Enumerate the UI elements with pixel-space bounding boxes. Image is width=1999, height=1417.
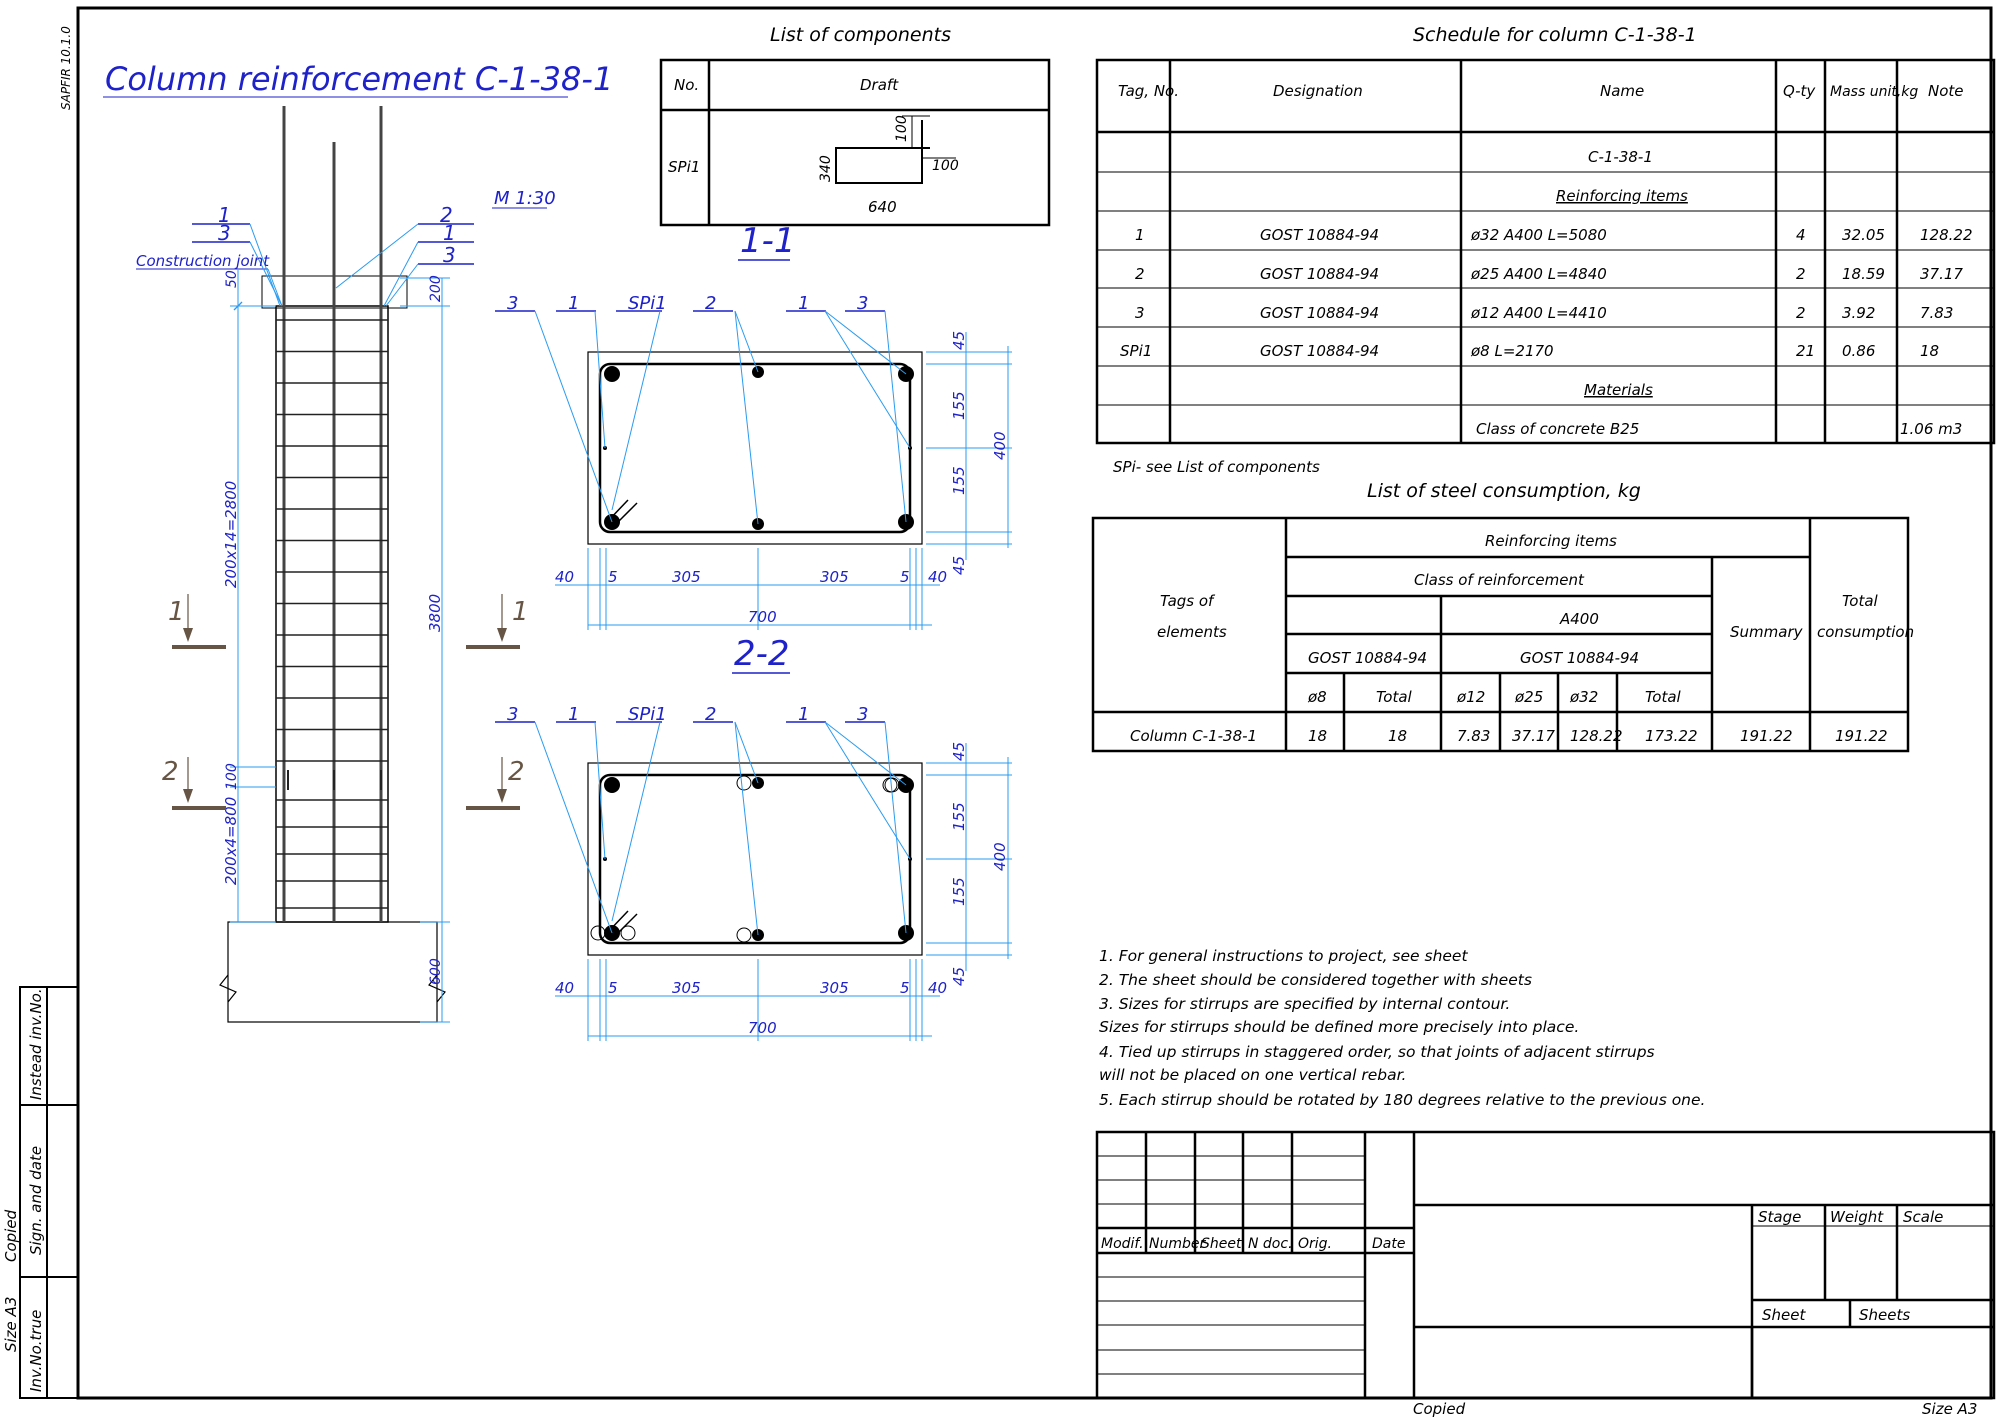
dim-2800: 200x14=2800	[222, 480, 240, 588]
sched-concrete-note: 1.06 m3	[1900, 420, 1963, 438]
tb-sheet: Sheet	[1201, 1236, 1242, 1252]
schedule-cell: 128.22	[1920, 226, 1973, 244]
rebar-dot	[604, 777, 620, 793]
note-line: 4. Tied up stirrups in staggered order, so that joints of adjacent stirrups	[1099, 1043, 1655, 1061]
sched-h-designation: Designation	[1273, 82, 1363, 100]
sheet-frame	[20, 8, 1991, 1398]
steel-h-reinf: Reinforcing items	[1485, 532, 1617, 550]
dim-right: 45	[950, 966, 968, 986]
tb-modif: Modif.	[1101, 1236, 1144, 1252]
schedule-cell: GOST 10884-94	[1260, 342, 1380, 360]
stirrup-outline	[600, 775, 910, 943]
schedule-cell: GOST 10884-94	[1260, 226, 1380, 244]
tag-leader	[612, 311, 660, 510]
draft-dim-100b: 100	[932, 158, 959, 174]
dim-overall: 700	[748, 608, 777, 626]
schedule-cell: 32.05	[1842, 226, 1885, 244]
tb-number: Number	[1149, 1236, 1206, 1252]
steel-h-total: Total	[1842, 592, 1878, 610]
tb-sheets-label: Sheets	[1859, 1306, 1911, 1324]
software-label: SAPFIR 10.1.0	[59, 26, 73, 110]
dim-50: 50	[224, 270, 240, 288]
steel-subheader: Total	[1376, 688, 1412, 706]
steel-value: 18	[1308, 727, 1328, 745]
stirrup-outline	[600, 364, 910, 532]
steel-value: 191.22	[1740, 727, 1793, 745]
components-header-draft: Draft	[860, 76, 899, 94]
sched-footnote: SPi- see List of components	[1113, 458, 1320, 476]
steel-h-summary: Summary	[1730, 623, 1803, 641]
dim-right: 155	[950, 877, 968, 906]
steel-value: 7.83	[1457, 727, 1491, 745]
section-tag: 3	[507, 293, 519, 314]
sched-h-tag: Tag, No.	[1118, 82, 1180, 100]
section-outline	[588, 352, 922, 544]
dim-bottom: 40	[555, 568, 575, 586]
foundation-outline	[228, 922, 437, 1022]
note-line: will not be placed on one vertical rebar.	[1099, 1066, 1407, 1084]
dim-bottom: 5	[608, 568, 618, 586]
sched-section-reinf: Reinforcing items	[1556, 187, 1688, 205]
sched-concrete: Class of concrete B25	[1476, 420, 1640, 438]
schedule-rows	[1120, 226, 1973, 360]
note-line: 2. The sheet should be considered together with sheets	[1099, 971, 1532, 989]
note-line: 1. For general instructions to project, see sheet	[1099, 947, 1468, 965]
draft-dim-340: 340	[818, 155, 834, 182]
schedule-cell: GOST 10884-94	[1260, 265, 1380, 283]
dim-100: 100	[224, 763, 240, 790]
dim-200: 200	[428, 275, 444, 302]
schedule-cell: ø32 A400 L=5080	[1471, 226, 1607, 244]
schedule-cell: 0.86	[1842, 342, 1876, 360]
section-1	[495, 293, 1012, 630]
dim-height: 400	[991, 431, 1009, 460]
steel-value: 191.22	[1835, 727, 1888, 745]
side-sign-label: Sign. and date	[27, 1145, 45, 1255]
side-copied-label: Copied	[2, 1209, 20, 1262]
steel-h-tags: Tags of	[1160, 592, 1214, 610]
section-tag: 3	[507, 704, 519, 725]
steel-h-a400: A400	[1560, 610, 1599, 628]
rebar-ghost	[621, 926, 635, 940]
steel-cells	[1130, 688, 1888, 745]
components-header-no: No.	[674, 76, 700, 94]
tb-sheet-label: Sheet	[1762, 1306, 1806, 1324]
tag-leader	[735, 311, 758, 524]
steel-subheader: ø12	[1457, 688, 1486, 706]
dim-bottom: 40	[928, 568, 948, 586]
dim-bottom: 305	[820, 568, 849, 586]
elev-tag-1b: 1	[443, 221, 456, 245]
schedule-cell: 21	[1796, 342, 1816, 360]
bottom-size-label: Size A3	[1922, 1400, 1978, 1417]
tag-leader	[885, 722, 906, 933]
dim-right: 45	[950, 330, 968, 350]
dim-bottom: 5	[900, 979, 910, 997]
steel-h-gost1: GOST 10884-94	[1308, 649, 1428, 667]
section-tag: 1	[798, 293, 810, 314]
section-2	[495, 704, 1012, 1041]
scale-label: M 1:30	[494, 188, 556, 209]
schedule-cell: ø8 L=2170	[1471, 342, 1554, 360]
note-line: Sizes for stirrups should be defined more precisely into place.	[1099, 1018, 1580, 1036]
note-line: 5. Each stirrup should be rotated by 180 degrees relative to the previous one.	[1099, 1091, 1706, 1109]
schedule-cell: 18	[1920, 342, 1940, 360]
cut-mark-1-right: 1	[512, 597, 529, 627]
steel-value: Column C-1-38-1	[1130, 727, 1258, 745]
steel-value: 128.22	[1570, 727, 1623, 745]
dim-bottom: 40	[555, 979, 575, 997]
cut-mark-1-left: 1	[168, 597, 185, 627]
dim-600: 600	[428, 958, 444, 985]
tag-leader	[825, 311, 910, 448]
tag-leader	[825, 722, 910, 859]
rebar-ghost	[737, 928, 751, 942]
rebar-ghost	[591, 926, 605, 940]
dim-overall: 700	[748, 1019, 777, 1037]
section-tag: 1	[798, 704, 810, 725]
tb-date: Date	[1372, 1236, 1406, 1252]
schedule-cell: 2	[1135, 265, 1145, 283]
section-tag: SPi1	[628, 704, 667, 725]
elev-tag-1: 1	[218, 203, 231, 227]
dim-right: 155	[950, 802, 968, 831]
draft-dim-640: 640	[868, 198, 897, 216]
elev-tag-3: 3	[218, 221, 231, 245]
schedule-cell: ø12 A400 L=4410	[1471, 304, 1607, 322]
dim-bottom: 40	[928, 979, 948, 997]
steel-h-class: Class of reinforcement	[1414, 571, 1584, 589]
tag-leader	[735, 722, 758, 935]
schedule-cell: 2	[1796, 304, 1806, 322]
schedule-cell: SPi1	[1120, 342, 1153, 360]
steel-value: 37.17	[1512, 727, 1555, 745]
sched-item-name: C-1-38-1	[1588, 148, 1653, 166]
section-tag: 3	[857, 704, 869, 725]
elev-tag-3b: 3	[443, 243, 456, 267]
steel-h-tags2: elements	[1157, 623, 1227, 641]
dim-bottom: 305	[672, 979, 701, 997]
general-notes	[1099, 947, 1705, 1109]
dim-right: 45	[950, 555, 968, 575]
steel-subheader: Total	[1645, 688, 1681, 706]
schedule-cell: 3	[1135, 304, 1145, 322]
draft-dim-100a: 100	[894, 115, 910, 142]
dim-bottom: 305	[672, 568, 701, 586]
tag-leader	[612, 722, 660, 921]
components-tag-spi1: SPi1	[668, 158, 701, 176]
section-2-title: 2-2	[734, 634, 790, 674]
schedule-cell: 3.92	[1842, 304, 1876, 322]
sched-h-qty: Q-ty	[1783, 82, 1816, 100]
schedule-cell: 2	[1796, 265, 1806, 283]
schedule-cell: 1	[1135, 226, 1145, 244]
section-tag: 2	[705, 293, 717, 314]
schedule-cell: 7.83	[1920, 304, 1954, 322]
sched-h-name: Name	[1600, 82, 1645, 100]
tb-weight: Weight	[1830, 1208, 1884, 1226]
cut-mark-2-right: 2	[508, 757, 525, 787]
schedule-cell: 4	[1796, 226, 1806, 244]
components-title: List of components	[770, 24, 951, 46]
tb-ndoc: N doc.	[1248, 1236, 1293, 1252]
section-1-title: 1-1	[740, 221, 796, 261]
rebar-dot	[604, 366, 620, 382]
tag-leader	[885, 311, 906, 522]
section-outline	[588, 763, 922, 955]
drawing-title: Column reinforcement C-1-38-1	[105, 60, 614, 98]
steel-value: 173.22	[1645, 727, 1698, 745]
dim-bottom: 5	[608, 979, 618, 997]
steel-title: List of steel consumption, kg	[1367, 480, 1641, 502]
side-invtrue-label: Inv.No.true	[27, 1309, 45, 1392]
dim-bottom: 5	[900, 568, 910, 586]
tb-scale: Scale	[1903, 1208, 1944, 1226]
steel-h-gost2: GOST 10884-94	[1520, 649, 1640, 667]
stirrup-set	[276, 320, 388, 908]
dim-right: 155	[950, 391, 968, 420]
note-line: 3. Sizes for stirrups are specified by internal contour.	[1099, 995, 1511, 1013]
steel-subheader: ø8	[1308, 688, 1327, 706]
components-table	[661, 60, 1049, 225]
dim-bottom: 305	[820, 979, 849, 997]
rebar-ghost	[737, 776, 751, 790]
elev-tag-2: 2	[440, 203, 453, 227]
steel-value: 18	[1388, 727, 1408, 745]
dim-right: 155	[950, 466, 968, 495]
schedule-cell: 18.59	[1842, 265, 1885, 283]
steel-h-total2: consumption	[1817, 623, 1915, 641]
tb-stage: Stage	[1758, 1208, 1802, 1226]
steel-subheader: ø32	[1570, 688, 1599, 706]
schedule-table	[1097, 60, 1994, 443]
column-elevation	[220, 106, 445, 1022]
sched-h-note: Note	[1928, 82, 1964, 100]
dim-800: 200x4=800	[222, 796, 240, 885]
sched-h-mass: Mass unit,kg	[1830, 84, 1919, 100]
steel-subheader: ø25	[1515, 688, 1544, 706]
section-tag: 3	[857, 293, 869, 314]
side-size-label: Size A3	[2, 1296, 20, 1352]
bottom-copied-label: Copied	[1413, 1400, 1466, 1417]
tb-orig: Orig.	[1298, 1236, 1333, 1252]
title-block	[1097, 1132, 1994, 1398]
schedule-title: Schedule for column C-1-38-1	[1413, 24, 1697, 46]
cut-mark-2-left: 2	[162, 757, 179, 787]
schedule-cell: ø25 A400 L=4840	[1471, 265, 1607, 283]
schedule-cell: GOST 10884-94	[1260, 304, 1380, 322]
section-tag: 2	[705, 704, 717, 725]
side-instead-label: Instead inv.No.	[27, 988, 45, 1100]
column-outline	[276, 306, 388, 922]
construction-joint-label: Construction joint	[136, 252, 270, 270]
dim-3800: 3800	[426, 593, 444, 632]
section-tag: SPi1	[628, 293, 667, 314]
sched-section-materials: Materials	[1584, 381, 1653, 399]
section-tag: 1	[568, 704, 580, 725]
dim-height: 400	[991, 842, 1009, 871]
dim-right: 45	[950, 741, 968, 761]
schedule-cell: 37.17	[1920, 265, 1963, 283]
section-tag: 1	[568, 293, 580, 314]
